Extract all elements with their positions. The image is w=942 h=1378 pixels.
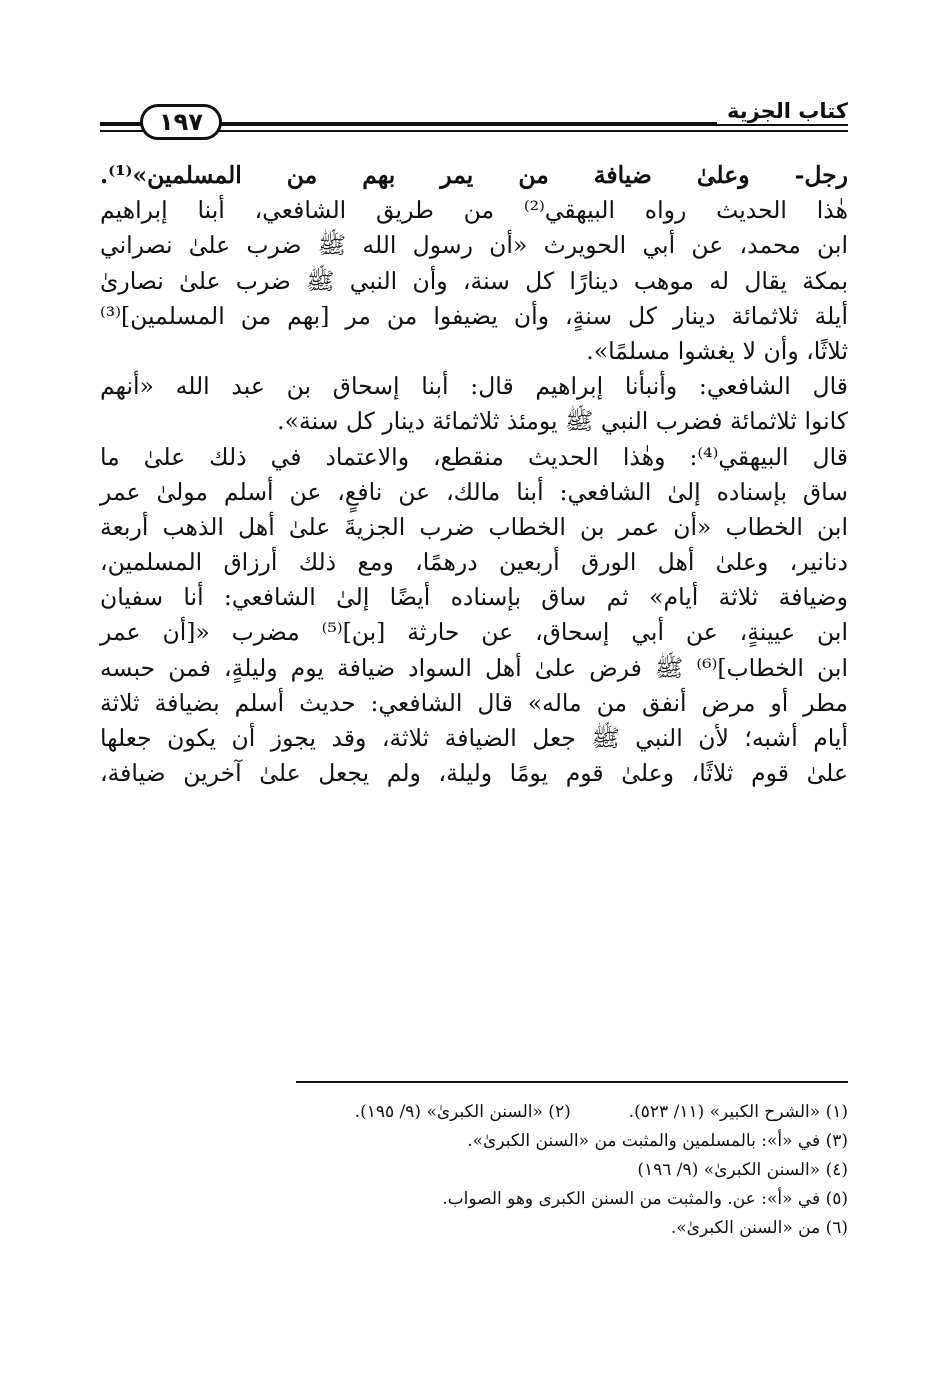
running-title: كتاب الجزية <box>717 98 848 124</box>
footnote-6: (٦) من «السنن الكبرىٰ». <box>670 1218 848 1238</box>
text-line: دنانير، وعلىٰ أهل الورق أربعين درهمًا، ومع ذلك أرزاق المسلمين، <box>100 548 848 577</box>
text-line: كانوا ثلاثمائة فضرب النبي ﷺ يومئذ ثلاثمائة دينار كل سنة». <box>277 407 848 436</box>
footnote-5: (٥) في «أ»: عن. والمثبت من السنن الكبرى وهو الصواب. <box>442 1189 848 1209</box>
page-header <box>100 100 848 140</box>
main-text <box>100 158 848 791</box>
text-line: قال البيهقي⁽⁴⁾: وهٰذا الحديث منقطع، والاعتماد في ذلك علىٰ ما <box>100 442 848 471</box>
page-number-badge: ١٩٧ <box>140 104 222 140</box>
footnote-separator <box>296 1081 848 1083</box>
footnote-4: (٤) «السنن الكبرىٰ» (٩/ ١٩٦) <box>637 1160 848 1180</box>
text-line: قال الشافعي: وأنبأنا إبراهيم قال: أبنا إسحاق بن عبد الله «أنهم <box>100 372 848 401</box>
text-line: علىٰ قوم ثلاثًا، وعلىٰ قوم يومًا وليلة، ولم يجعل علىٰ آخرين ضيافة، <box>100 759 848 788</box>
text-line: ثلاثًا، وأن لا يغشوا مسلمًا». <box>586 336 848 365</box>
text-line: هٰذا الحديث رواه البيهقي⁽²⁾ من طريق الشافعي، أبنا إبراهيم <box>100 196 848 225</box>
footnote-2: (٢) «السنن الكبرىٰ» (٩/ ١٩٥). <box>354 1102 571 1122</box>
text-line: بمكة يقال له موهب دينارًا كل سنة، وأن النبي ﷺ ضرب علىٰ نصارىٰ <box>100 266 848 295</box>
text-line: ساق بإسناده إلىٰ الشافعي: أبنا مالك، عن نافعٍ، عن أسلم مولىٰ عمر <box>100 477 848 506</box>
text-line: وضيافة ثلاثة أيام» ثم ساق بإسناده أيضًا إلىٰ الشافعي: أنا سفيان <box>100 583 848 612</box>
footnote-1: (١) «الشرح الكبير» (١١/ ٥٢٣). <box>628 1102 848 1122</box>
footnote-row <box>100 1098 848 1127</box>
footnotes <box>100 1098 848 1243</box>
text-line: أيلة ثلاثمائة دينار كل سنةٍ، وأن يضيفوا من مر [بهم من المسلمين]⁽³⁾ <box>100 301 848 330</box>
footnote-3: (٣) في «أ»: بالمسلمين والمثبت من «السنن الكبرىٰ». <box>467 1131 848 1151</box>
text-line: أيام أشبه؛ لأن النبي ﷺ جعل الضيافة ثلاثة، وقد يجوز أن يكون جعلها <box>100 724 848 752</box>
text-line: رجل- وعلىٰ ضيافة من يمر بهم من المسلمين»⁽¹⁾. <box>100 161 848 189</box>
text-line: ابن الخطاب «أن عمر بن الخطاب ضرب الجزيةَ علىٰ أهل الذهب أربعة <box>100 512 848 541</box>
text-line: ابن محمد، عن أبي الحويرث «أن رسول الله ﷺ ضرب علىٰ نصراني <box>100 231 848 260</box>
text-line: ابن الخطاب]⁽⁶⁾ ﷺ فرض علىٰ أهل السواد ضيافة يوم وليلةٍ، فمن حبسه <box>100 653 848 682</box>
text-line: ابن عيينةٍ، عن أبي إسحاق، عن حارثة [بن]⁽⁵⁾ مضرب «[أن عمر <box>100 618 848 647</box>
text-line: مطر أو مرض أنفق من ماله» قال الشافعي: حديث أسلم بضيافة ثلاثة <box>100 688 848 717</box>
